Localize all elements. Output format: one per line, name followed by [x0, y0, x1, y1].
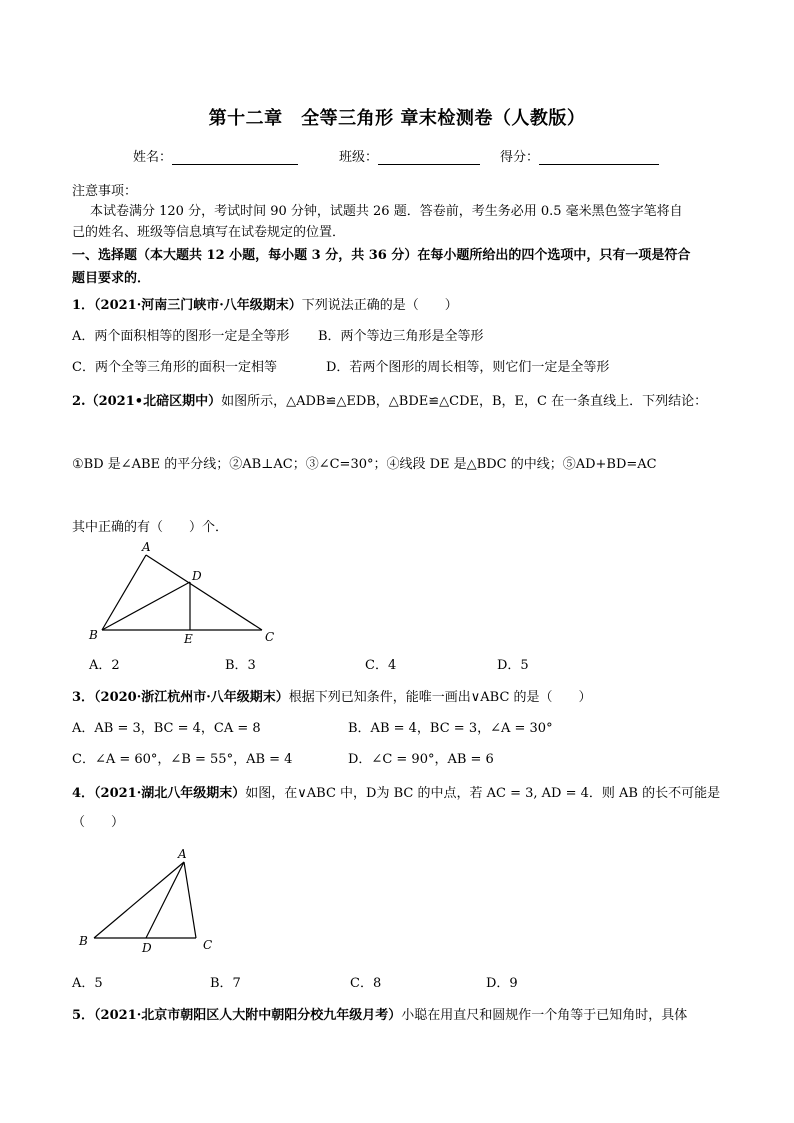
q3-option-b[interactable]: B．AB = 4，BC = 3，∠A = 30°	[348, 721, 553, 736]
q2-triangle-figure	[80, 538, 290, 650]
q3-option-a[interactable]: A．AB = 3，BC = 4，CA = 8	[72, 721, 261, 736]
q2-segment-ac	[146, 555, 262, 630]
q2-option-c[interactable]: C．4	[365, 658, 397, 673]
q2-label-b: B	[89, 628, 98, 642]
section-1-heading: 一、选择题（本大题共 12 小题，每小题 3 分，共 36 分）在每小题所给出的四个选项中，只有一项是符合	[72, 248, 691, 263]
notes-heading: 注意事项：	[72, 184, 138, 199]
notes-line-2: 己的姓名、班级等信息填写在试卷规定的位置．	[72, 225, 346, 240]
name-label: 姓名：	[133, 150, 173, 165]
q2-label-e: E	[184, 632, 193, 646]
q4-option-a[interactable]: A．5	[72, 976, 103, 991]
q2-option-b[interactable]: B．3	[225, 658, 256, 673]
q2-number: 2.	[72, 394, 86, 409]
q2-stem: 如图所示，△ADB≌△EDB，△BDE≌△CDE，B，E，C 在一条直线上．下列结论：	[221, 394, 708, 409]
score-blank[interactable]	[539, 150, 659, 165]
notes-line-1: 本试卷满分 120 分，考试时间 90 分钟，试题共 26 题．答卷前，考生务必用 0.5 毫米黑色签字笔将自	[90, 204, 683, 219]
class-field[interactable]	[339, 146, 480, 165]
question-4	[72, 782, 720, 801]
q3-stem: 根据下列已知条件，能唯一画出∨ABC 的是（ ）	[288, 690, 592, 705]
score-field[interactable]	[500, 146, 659, 165]
q4-number: 4．	[72, 786, 95, 801]
question-3	[72, 686, 592, 705]
score-label: 得分：	[500, 150, 540, 165]
name-field[interactable]	[133, 146, 298, 165]
q4-segment-ad	[146, 862, 184, 938]
q2-ask: 其中正确的有（ ）个．	[72, 520, 229, 535]
q4-option-d[interactable]: D．9	[486, 976, 518, 991]
q4-option-b[interactable]: B．7	[210, 976, 241, 991]
q4-stem: 如图，在∨ABC 中，D为 BC 的中点，若 AC = 3, AD = 4．则 AB 的长不可能是	[245, 786, 721, 801]
q3-option-c[interactable]: C．∠A = 60°，∠B = 55°，AB = 4	[72, 752, 293, 767]
page-title: 第十二章 全等三角形 章末检测卷（人教版）	[208, 108, 586, 129]
q2-statements: ①BD 是∠ABE 的平分线；②AB⊥AC；③∠C=30°；④线段 DE 是△BDC 的中线；⑤AD+BD=AC	[72, 457, 657, 472]
q2-label-a: A	[142, 540, 151, 554]
q5-stem: 小聪在用直尺和圆规作一个角等于已知角时，具体	[401, 1008, 688, 1023]
q4-answer-paren[interactable]: （ ）	[72, 815, 125, 830]
q2-label-c: C	[265, 630, 275, 644]
q4-option-c[interactable]: C．8	[350, 976, 382, 991]
q2-segment-ab	[102, 555, 146, 630]
q3-option-d[interactable]: D．∠C = 90°，AB = 6	[348, 752, 494, 767]
section-1-heading-cont: 题目要求的．	[72, 271, 151, 286]
q1-number: 1．	[72, 298, 95, 313]
name-blank[interactable]	[172, 150, 298, 165]
q1-source: （2021·河南三门峡市·八年级期末）	[94, 298, 302, 313]
q4-label-b: B	[79, 934, 88, 948]
q4-label-d: D	[142, 941, 152, 955]
q1-option-d[interactable]: D．若两个图形的周长相等，则它们一定是全等形	[326, 360, 610, 375]
q3-source: （2020·浙江杭州市·八年级期末）	[94, 690, 289, 705]
q1-stem: 下列说法正确的是（ ）	[301, 298, 458, 313]
q4-segment-ac	[184, 862, 196, 938]
q4-source: （2021·湖北八年级期末）	[94, 786, 246, 801]
question-1	[72, 294, 458, 313]
q4-segment-ab	[94, 862, 184, 938]
q5-source: （2021·北京市朝阳区人大附中朝阳分校九年级月考）	[94, 1008, 402, 1023]
q1-option-a[interactable]: A．两个面积相等的图形一定是全等形	[72, 329, 290, 344]
q2-option-a[interactable]: A．2	[89, 658, 120, 673]
q4-label-c: C	[203, 938, 213, 952]
class-label: 班级：	[339, 150, 379, 165]
question-5	[72, 1004, 687, 1023]
q2-segment-bd	[102, 582, 190, 630]
class-blank[interactable]	[378, 150, 480, 165]
q2-source: （2021•北碚区期中）	[85, 394, 222, 409]
question-2	[72, 390, 707, 409]
q4-label-a: A	[178, 847, 187, 861]
q2-label-d: D	[192, 569, 202, 583]
q4-triangle-figure	[70, 842, 230, 960]
q1-option-c[interactable]: C．两个全等三角形的面积一定相等	[72, 360, 277, 375]
q5-number: 5．	[72, 1008, 95, 1023]
q1-option-b[interactable]: B．两个等边三角形是全等形	[318, 329, 484, 344]
q2-option-d[interactable]: D．5	[497, 658, 529, 673]
q3-number: 3．	[72, 690, 95, 705]
